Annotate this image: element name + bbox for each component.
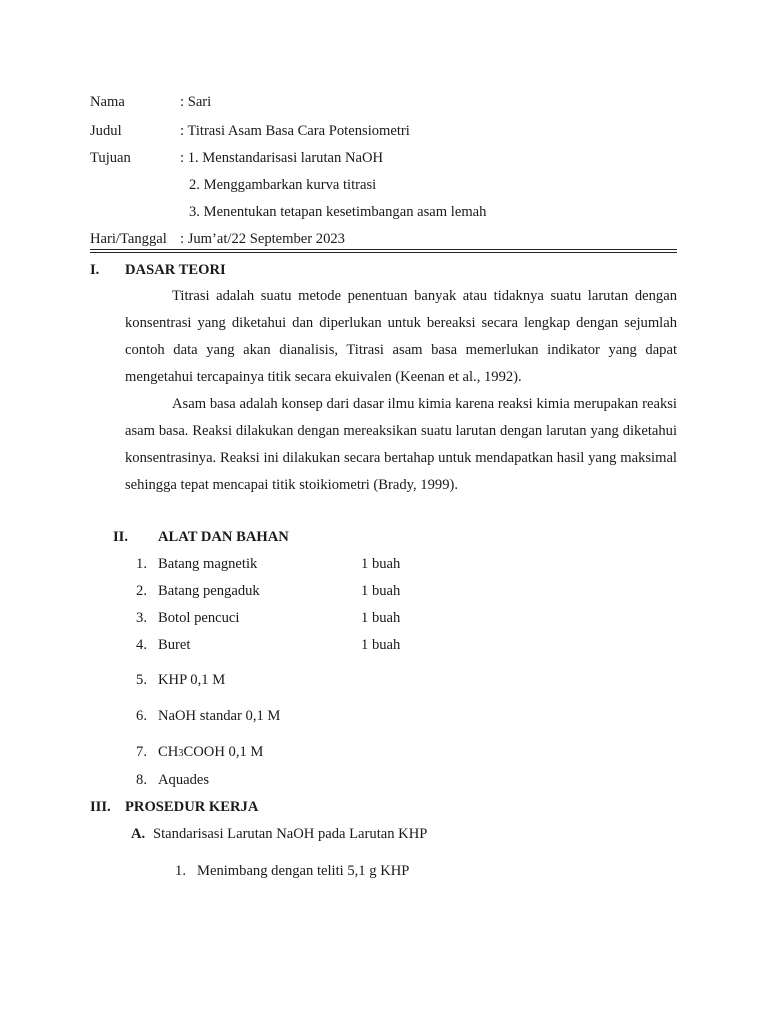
tanggal-label: Hari/Tanggal bbox=[90, 231, 167, 247]
item-name-formula bbox=[158, 743, 263, 763]
formula-part-a: CH bbox=[158, 744, 179, 760]
section2-title: ALAT DAN BAHAN bbox=[158, 529, 289, 545]
subsection-letter: A. bbox=[131, 826, 146, 842]
item-qty: 1 buah bbox=[361, 610, 401, 626]
header-rule-bottom bbox=[90, 252, 677, 253]
item-number: 1. bbox=[136, 556, 147, 572]
section1-numeral: I. bbox=[90, 262, 100, 278]
item-qty: 1 buah bbox=[361, 637, 401, 653]
section2-numeral: II. bbox=[113, 529, 129, 545]
item-name: Batang pengaduk bbox=[158, 583, 260, 599]
step-number: 1. bbox=[175, 863, 186, 879]
item-number: 6. bbox=[136, 708, 147, 724]
item-qty: 1 buah bbox=[361, 583, 401, 599]
item-number: 8. bbox=[136, 772, 147, 788]
header-rule-top bbox=[90, 249, 677, 250]
section3-numeral: III. bbox=[90, 799, 111, 815]
judul-label: Judul bbox=[90, 123, 122, 139]
section1-title: DASAR TEORI bbox=[125, 262, 226, 278]
subsection-title: Standarisasi Larutan NaOH pada Larutan KHP bbox=[153, 826, 428, 842]
nama-label: Nama bbox=[90, 94, 125, 110]
item-number: 2. bbox=[136, 583, 147, 599]
formula-part-b: COOH 0,1 M bbox=[183, 744, 264, 760]
formula-subscript: 3 bbox=[178, 748, 184, 759]
tanggal-value: : Jum’at/22 September 2023 bbox=[180, 231, 345, 247]
tujuan-item-2: 2. Menggambarkan kurva titrasi bbox=[189, 177, 377, 193]
section1-paragraph-2: Asam basa adalah konsep dari dasar ilmu kimia karena reaksi kimia merupakan reaksi asam basa. Reaksi dilakukan dengan mereaksikan suatu larutan dengan larutan yang diketahui konsentrasinya. Reaksi ini dilakukan secara bertahap untuk mendapatkan hasil yang maksimal sehingga tepat mencapai titik stoikiometri (Brady, 1999). bbox=[125, 396, 677, 493]
tujuan-label: Tujuan bbox=[90, 150, 131, 166]
tujuan-item-1: : 1. Menstandarisasi larutan NaOH bbox=[180, 150, 384, 166]
item-name: Aquades bbox=[158, 772, 210, 788]
step-text: Menimbang dengan teliti 5,1 g KHP bbox=[197, 863, 410, 879]
item-name: KHP 0,1 M bbox=[158, 672, 226, 688]
item-qty: 1 buah bbox=[361, 556, 401, 572]
section1-paragraph-1: Titrasi adalah suatu metode penentuan banyak atau tidaknya suatu larutan dengan konsentrasi yang diketahui dan diperlukan untuk bereaksi secara lengkap dengan sejumlah contoh data yang akan dianalisis, Titrasi asam basa memerlukan indikator yang dapat mengetahui tercapainya titik secara ekuivalen (Keenan et al., 1992). bbox=[125, 288, 677, 385]
item-number: 5. bbox=[136, 672, 147, 688]
item-number: 4. bbox=[136, 637, 147, 653]
item-name: NaOH standar 0,1 M bbox=[158, 708, 281, 724]
item-name: Botol pencuci bbox=[158, 610, 240, 626]
judul-value: : Titrasi Asam Basa Cara Potensiometri bbox=[180, 123, 410, 139]
item-name: Batang magnetik bbox=[158, 556, 258, 572]
section3-title: PROSEDUR KERJA bbox=[125, 799, 259, 815]
item-number: 7. bbox=[136, 744, 147, 760]
item-name: Buret bbox=[158, 637, 191, 653]
item-number: 3. bbox=[136, 610, 147, 626]
tujuan-item-3: 3. Menentukan tetapan kesetimbangan asam lemah bbox=[189, 204, 487, 220]
nama-value: : Sari bbox=[180, 94, 212, 110]
